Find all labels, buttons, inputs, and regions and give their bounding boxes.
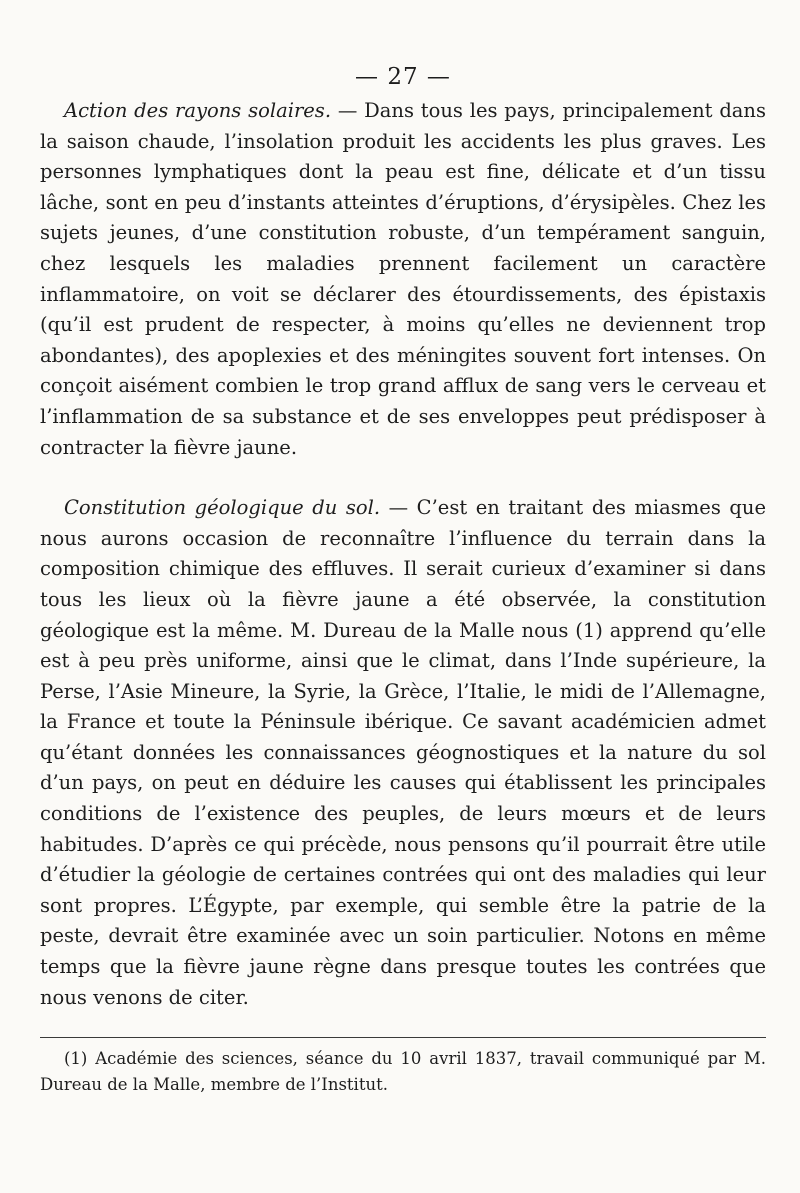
paragraph-heading: Action des rayons solaires.	[64, 99, 332, 122]
paragraph-body: — C’est en traitant des miasmes que nous aurons occasion de reconnaître l’influence du terrain dans la composition chimique des effluves. Il serait curieux d’examiner si dans tous les lieux où la fièvre jaune a été observée, la constitution géologique est la même. M. Dureau de la Malle nous (1) apprend qu’elle est à peu près uniforme, ainsi que le climat, dans l’Inde supérieure, la Perse, l’Asie Mineure, la Syrie, la Grèce, l’Italie, le midi de l’Allemagne, la France et toute la Péninsule ibérique. Ce savant académicien admet qu’étant données les connaissances géognostiques et la nature du sol d’un pays, on peut en déduire les causes qui établissent les principales conditions de l’existence des peuples, de leurs mœurs et de leurs habitudes. D’après ce qui précède, nous pensons qu’il pourrait être utile d’étudier la géologie de certaines contrées qui ont des maladies qui leur sont propres. L’Égypte, par exemple, qui semble être la patrie de la peste, devrait être examinée avec un soin particulier. Notons en même temps que la fièvre jaune règne dans presque toutes les contrées que nous venons de citer.	[40, 496, 766, 1009]
page-number: — 27 —	[355, 64, 451, 90]
footnote-divider	[40, 1037, 766, 1038]
paragraph-body: — Dans tous les pays, principalement dans la saison chaude, l’insolation produit les accidents les plus graves. Les personnes lymphatiques dont la peau est fine, délicate et d’un tissu lâche, sont en peu d’instants atteintes d’éruptions, d’érysipèles. Chez les sujets jeunes, d’une constitution robuste, d’un tempérament sanguin, chez lesquels les maladies prennent facilement un caractère inflammatoire, on voit se déclarer des étourdissements, des épistaxis (qu’il est prudent de respecter, à moins qu’elles ne deviennent trop abondantes), des apoplexies et des méningites souvent fort intenses. On conçoit aisément combien le trop grand afflux de sang vers le cerveau et l’inflammation de sa substance et de ses enveloppes peut prédisposer à contracter la fièvre jaune.	[40, 99, 766, 459]
page	[40, 62, 766, 1098]
paragraph-constitution-geologique	[40, 493, 766, 1013]
footnote: (1) Académie des sciences, séance du 10 avril 1837, travail communiqué par M. Dureau de la Malle, membre de l’Institut.	[40, 1049, 766, 1095]
paragraph-rayons-solaires	[40, 96, 766, 463]
paragraph-heading: Constitution géologique du sol.	[64, 496, 381, 520]
